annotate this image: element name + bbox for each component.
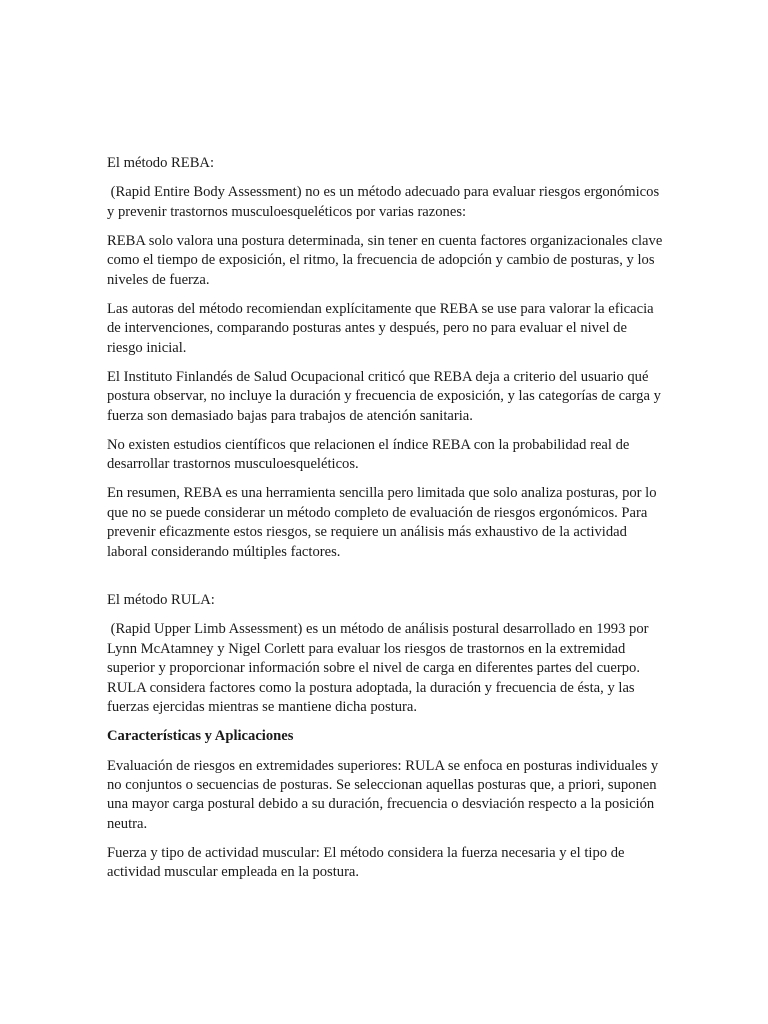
reba-summary-paragraph: En resumen, REBA es una herramienta sencilla pero limitada que solo analiza posturas, por lo que no se puede considerar un método completo de evaluación de riesgos ergonómicos. Para prevenir eficazmente estos riesgos, se requiere un análisis más exhaustivo de la actividad laboral considerando múltiples factores. (107, 485, 657, 560)
reba-paragraph-4: No existen estudios científicos que relacionen el índice REBA con la probabilidad real de desarrollar trastornos musculoesqueléticos. (107, 436, 630, 473)
rula-subheading: Características y Aplicaciones (107, 728, 294, 745)
reba-intro-paragraph: (Rapid Entire Body Assessment) no es un método adecuado para evaluar riesgos ergonómicos y prevenir trastornos musculoesqueléticos por varias razones: (107, 184, 663, 220)
rula-paragraph-1: Evaluación de riesgos en extremidades superiores: RULA se enfoca en posturas individuales y no conjuntos o secuencias de posturas. Se seleccionan aquellas posturas que, a priori, suponen una mayor carga postural debido a su duración, frecuencia o desviación respecto a la posición neutra. (107, 757, 659, 832)
rula-intro-paragraph: (Rapid Upper Limb Assessment) es un método de análisis postural desarrollado en 1993 por Lynn McAtamney y Nigel Corlett para evaluar los riesgos de trastornos en la extremidad superior y proporcionar información sobre el nivel de carga en diferentes partes del cuerpo. RULA considera factores como la postura adoptada, la duración y frecuencia de ésta, y las fuerzas ejercidas mientras se mantiene dicha postura. (107, 621, 653, 716)
document-page (107, 154, 663, 893)
section-spacer (107, 572, 663, 591)
reba-paragraph-1: REBA solo valora una postura determinada, sin tener en cuenta factores organizacionales clave como el tiempo de exposición, el ritmo, la frecuencia de adopción y cambio de posturas, y los niveles de fuerza. (107, 232, 663, 288)
rula-section-title: El método RULA: (107, 592, 215, 609)
reba-paragraph-2: Las autoras del método recomiendan explícitamente que REBA se use para valorar la eficacia de intervenciones, comparando posturas antes y después, pero no para evaluar el nivel de riesgo inicial. (107, 300, 654, 356)
rula-paragraph-2: Fuerza y tipo de actividad muscular: El método considera la fuerza necesaria y el tipo de actividad muscular empleada en la postura. (107, 844, 625, 881)
reba-paragraph-3: El Instituto Finlandés de Salud Ocupacional criticó que REBA deja a criterio del usuario qué postura observar, no incluye la duración y frecuencia de exposición, y las categorías de carga y fuerza son demasiado bajas para trabajos de atención sanitaria. (107, 368, 661, 424)
reba-section-title: El método REBA: (107, 155, 215, 171)
